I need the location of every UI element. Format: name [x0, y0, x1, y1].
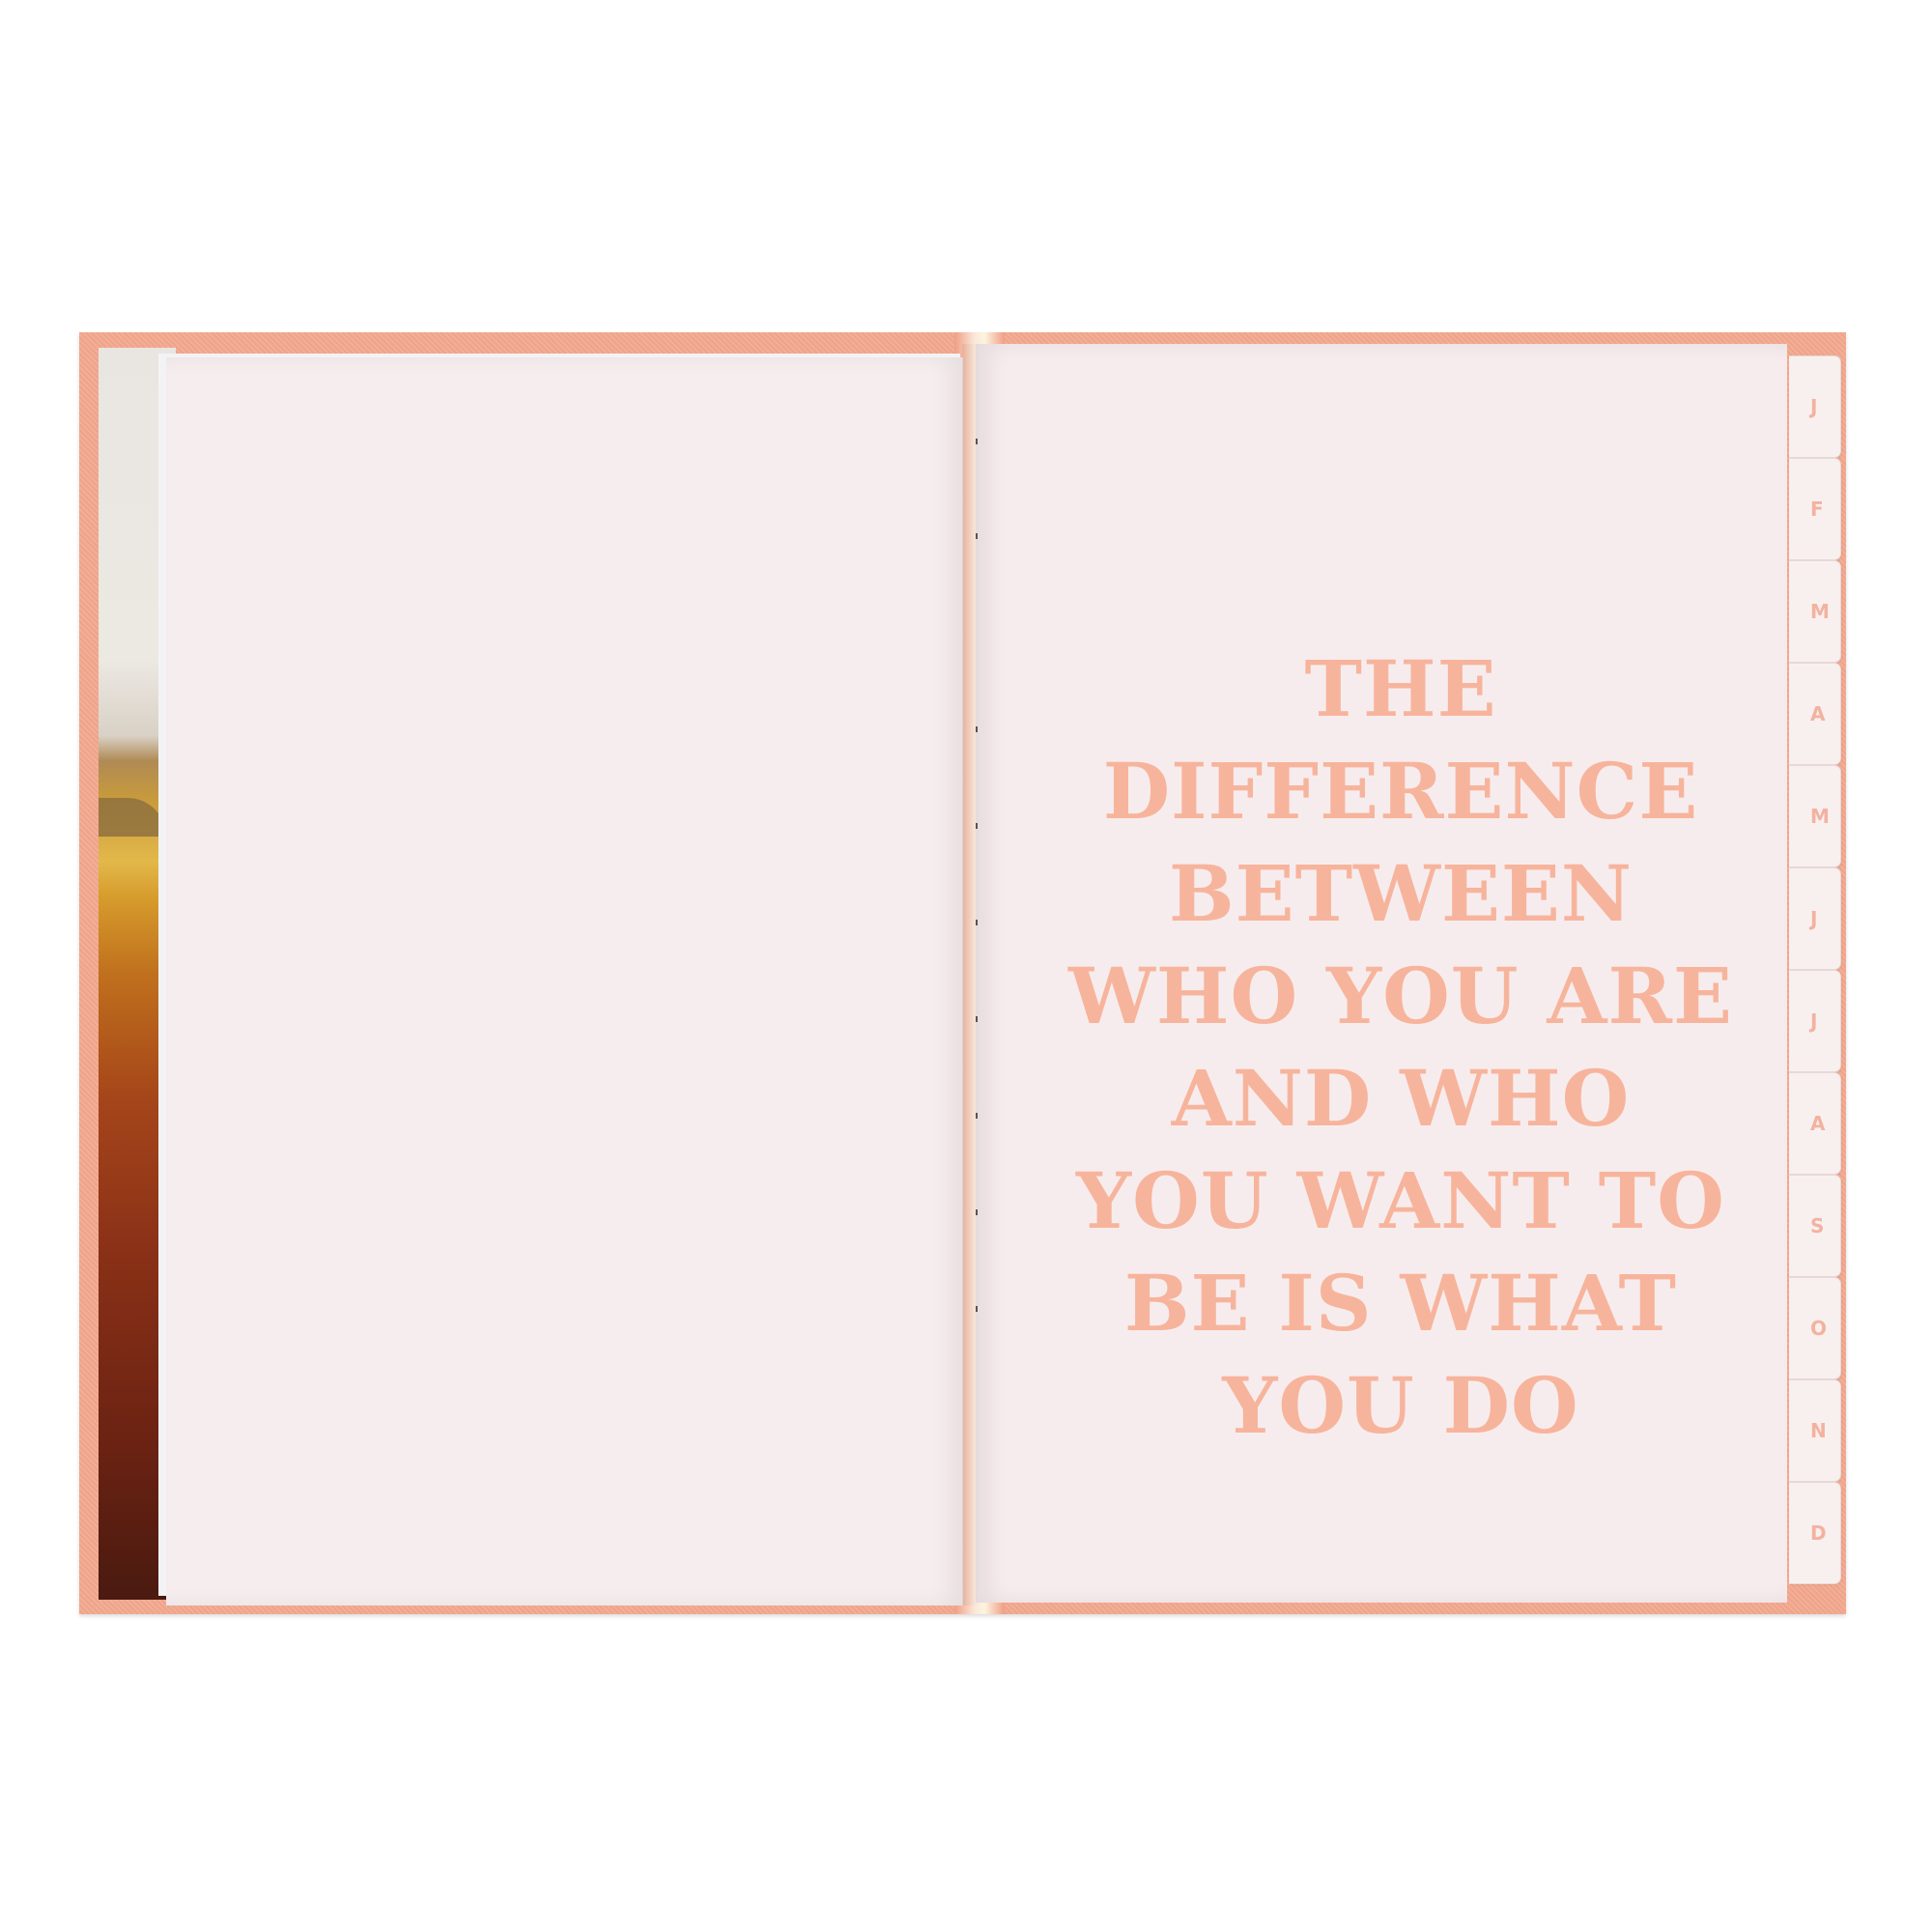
month-tab-label: M	[1810, 805, 1830, 828]
month-tab-label: O	[1810, 1317, 1828, 1340]
quote-line: BE IS WHAT	[1123, 1258, 1678, 1349]
month-tab[interactable]	[1789, 1482, 1841, 1584]
month-tab[interactable]	[1789, 458, 1841, 560]
month-tab-label: F	[1810, 497, 1824, 521]
left-page	[166, 357, 963, 1605]
quote-line: THE	[1304, 643, 1497, 734]
month-tab-label: J	[1810, 395, 1818, 418]
binding-stitch	[976, 1113, 978, 1119]
month-tab[interactable]	[1789, 1379, 1841, 1482]
month-tab[interactable]	[1789, 1072, 1841, 1175]
month-tab[interactable]	[1789, 1277, 1841, 1379]
quote-line: WHO YOU ARE	[1068, 951, 1733, 1041]
binding-stitch	[976, 1016, 978, 1022]
binding-stitch	[976, 439, 978, 444]
quote-line: YOU DO	[1222, 1360, 1579, 1451]
month-tab-label: D	[1810, 1521, 1827, 1545]
binding-stitch	[976, 1209, 978, 1215]
month-tab-label: S	[1810, 1214, 1825, 1237]
binding-stitch	[976, 726, 978, 732]
month-tab-label: J	[1810, 907, 1818, 930]
quote-line: BETWEEN	[1168, 848, 1634, 939]
binding-stitch	[976, 533, 978, 539]
quote-line: DIFFERENCE	[1102, 746, 1699, 837]
month-tab[interactable]	[1789, 867, 1841, 970]
month-tab[interactable]	[1789, 970, 1841, 1072]
month-tab[interactable]	[1789, 355, 1841, 458]
month-tab[interactable]	[1789, 663, 1841, 765]
binding-stitch	[976, 823, 978, 829]
month-tab-label: A	[1810, 702, 1826, 725]
binding-stitch	[976, 920, 978, 925]
month-tab-label: A	[1810, 1112, 1826, 1135]
binding-stitch	[976, 1306, 978, 1312]
month-tab[interactable]	[1789, 765, 1841, 867]
month-tab[interactable]	[1789, 1175, 1841, 1277]
quote-line: AND WHO	[1171, 1053, 1631, 1144]
month-tab-label: J	[1810, 1009, 1818, 1033]
quote-text	[1014, 638, 1787, 1457]
quote-line: YOU WANT TO	[1076, 1155, 1725, 1246]
month-tabs	[1789, 355, 1842, 1602]
month-tab-label: M	[1810, 600, 1830, 623]
month-tab[interactable]	[1789, 560, 1841, 663]
month-tab-label: N	[1810, 1419, 1827, 1442]
